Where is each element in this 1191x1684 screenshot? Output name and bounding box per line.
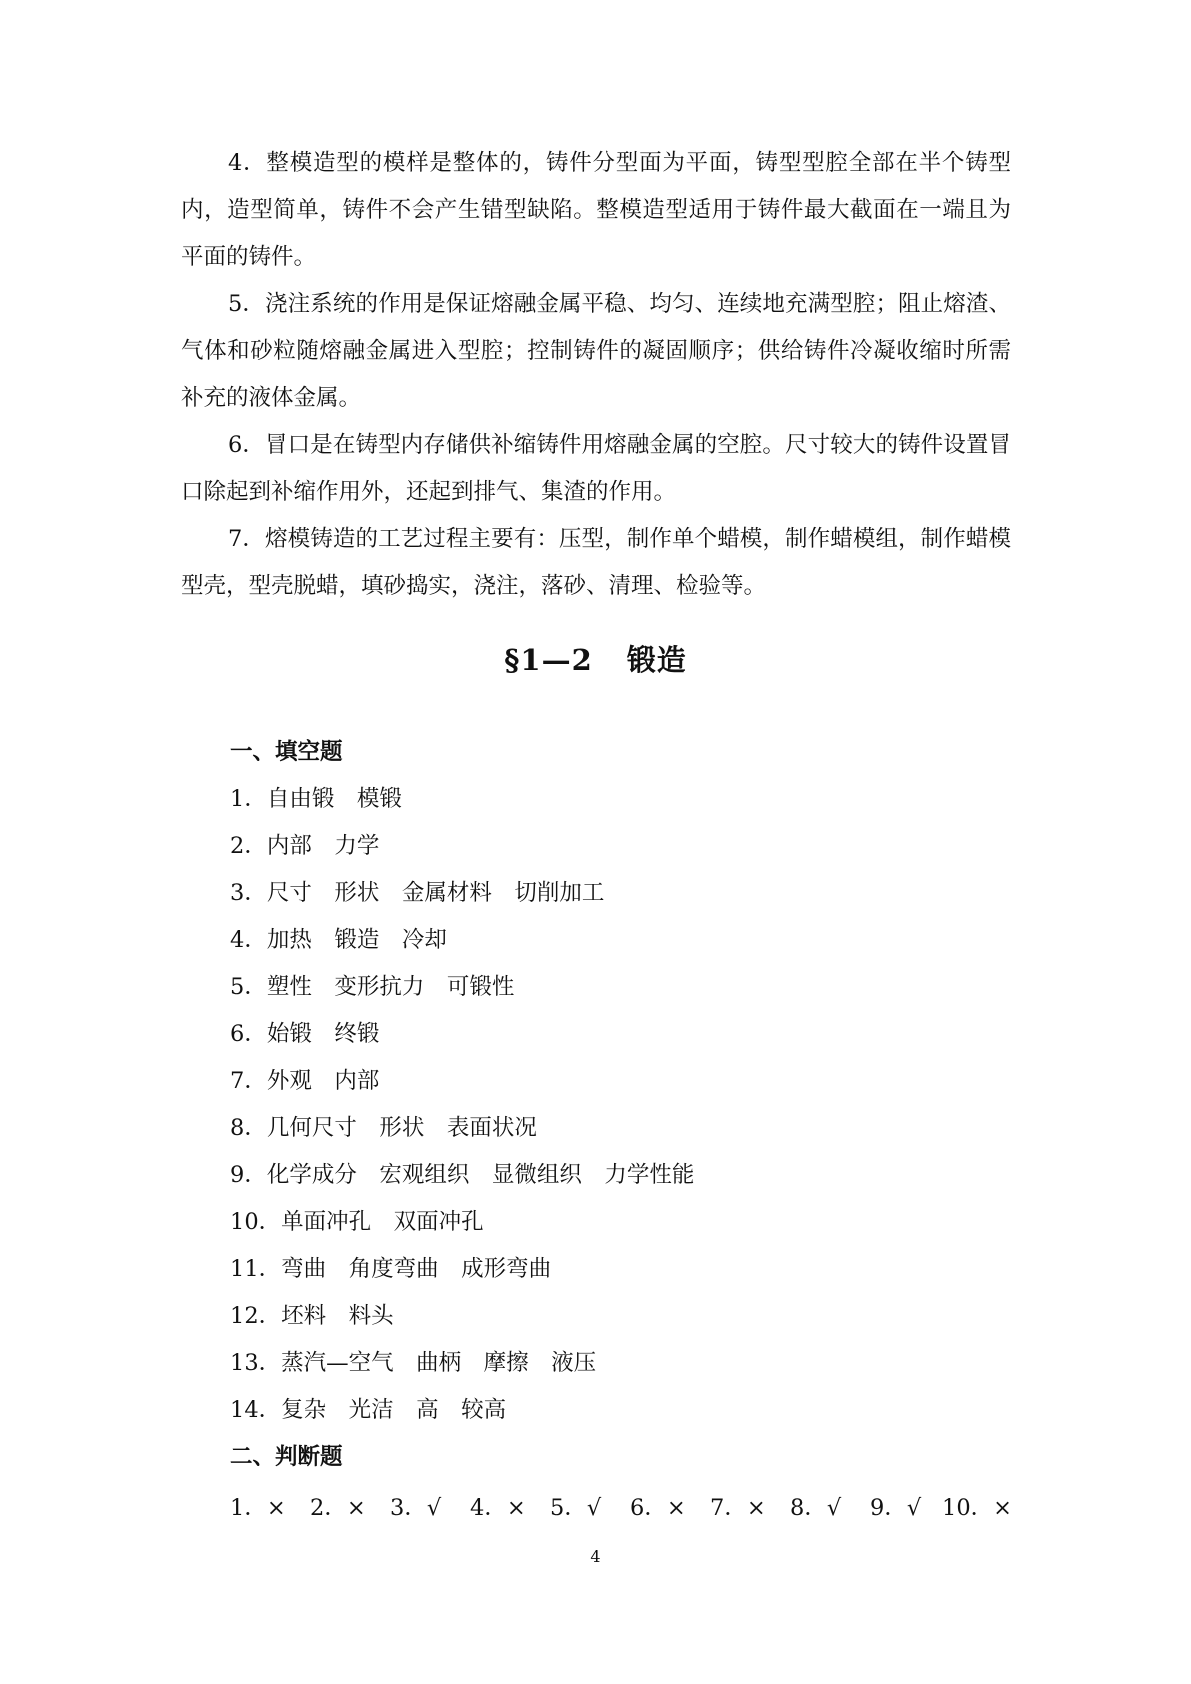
fill-blank-heading: 一、填空题 (230, 739, 343, 765)
true-false-answer: 6．× (630, 1495, 686, 1521)
page-number: 4 (590, 1547, 601, 1566)
true-false-answer: 8．√ (790, 1495, 842, 1521)
fill-blank-item: 7．外观 内部 (230, 1068, 380, 1094)
fill-blank-item: 12．坯料 料头 (230, 1303, 394, 1329)
fill-blank-item: 14．复杂 光洁 高 较高 (230, 1397, 507, 1423)
fill-blank-item: 13．蒸汽—空气 曲柄 摩擦 液压 (230, 1350, 597, 1376)
fill-blank-item: 4．加热 锻造 冷却 (230, 927, 447, 953)
true-false-answer: 1．× (230, 1495, 286, 1521)
fill-blank-item: 1．自由锻 模锻 (230, 786, 402, 812)
answer-paragraph-4: 4．整模造型的模样是整体的，铸件分型面为平面，铸型型腔全部在半个铸型内，造型简单，铸件不会产生错型缺陷。整模造型适用于铸件最大截面在一端且为平面的铸件。 (181, 150, 1011, 270)
true-false-answer: 9．√ (870, 1495, 922, 1521)
answer-paragraph-5: 5．浇注系统的作用是保证熔融金属平稳、均匀、连续地充满型腔；阻止熔渣、气体和砂粒随熔融金属进入型腔；控制铸件的凝固顺序；供给铸件冷凝收缩时所需补充的液体金属。 (181, 291, 1011, 411)
true-false-answer: 10．× (942, 1495, 1012, 1521)
fill-blank-item: 10．单面冲孔 双面冲孔 (230, 1209, 484, 1235)
answer-paragraph-6: 6．冒口是在铸型内存储供补缩铸件用熔融金属的空腔。尺寸较大的铸件设置冒口除起到补缩作用外，还起到排气、集渣的作用。 (181, 432, 1011, 505)
section-heading (0, 640, 1191, 680)
true-false-answer: 7．× (710, 1495, 766, 1521)
true-false-answer: 2．× (310, 1495, 366, 1521)
fill-blank-item: 8．几何尺寸 形状 表面状况 (230, 1115, 537, 1141)
true-false-answer: 3．√ (390, 1495, 442, 1521)
fill-blank-item: 9．化学成分 宏观组织 显微组织 力学性能 (230, 1162, 695, 1188)
true-false-answer: 5．√ (550, 1495, 602, 1521)
true-false-heading: 二、判断题 (230, 1444, 343, 1470)
fill-blank-item: 3．尺寸 形状 金属材料 切削加工 (230, 880, 605, 906)
true-false-answers (230, 1488, 1020, 1528)
fill-blank-item: 2．内部 力学 (230, 833, 380, 859)
true-false-answer: 4．× (470, 1495, 526, 1521)
fill-blank-item: 5．塑性 变形抗力 可锻性 (230, 974, 515, 1000)
section-title: 锻造 (626, 643, 687, 677)
fill-blank-item: 6．始锻 终锻 (230, 1021, 380, 1047)
fill-blank-item: 11．弯曲 角度弯曲 成形弯曲 (230, 1256, 552, 1282)
section-number: §1—2 (504, 643, 593, 677)
answer-paragraph-7: 7．熔模铸造的工艺过程主要有：压型，制作单个蜡模，制作蜡模组，制作蜡模型壳，型壳脱蜡，填砂捣实，浇注，落砂、清理、检验等。 (181, 526, 1011, 599)
